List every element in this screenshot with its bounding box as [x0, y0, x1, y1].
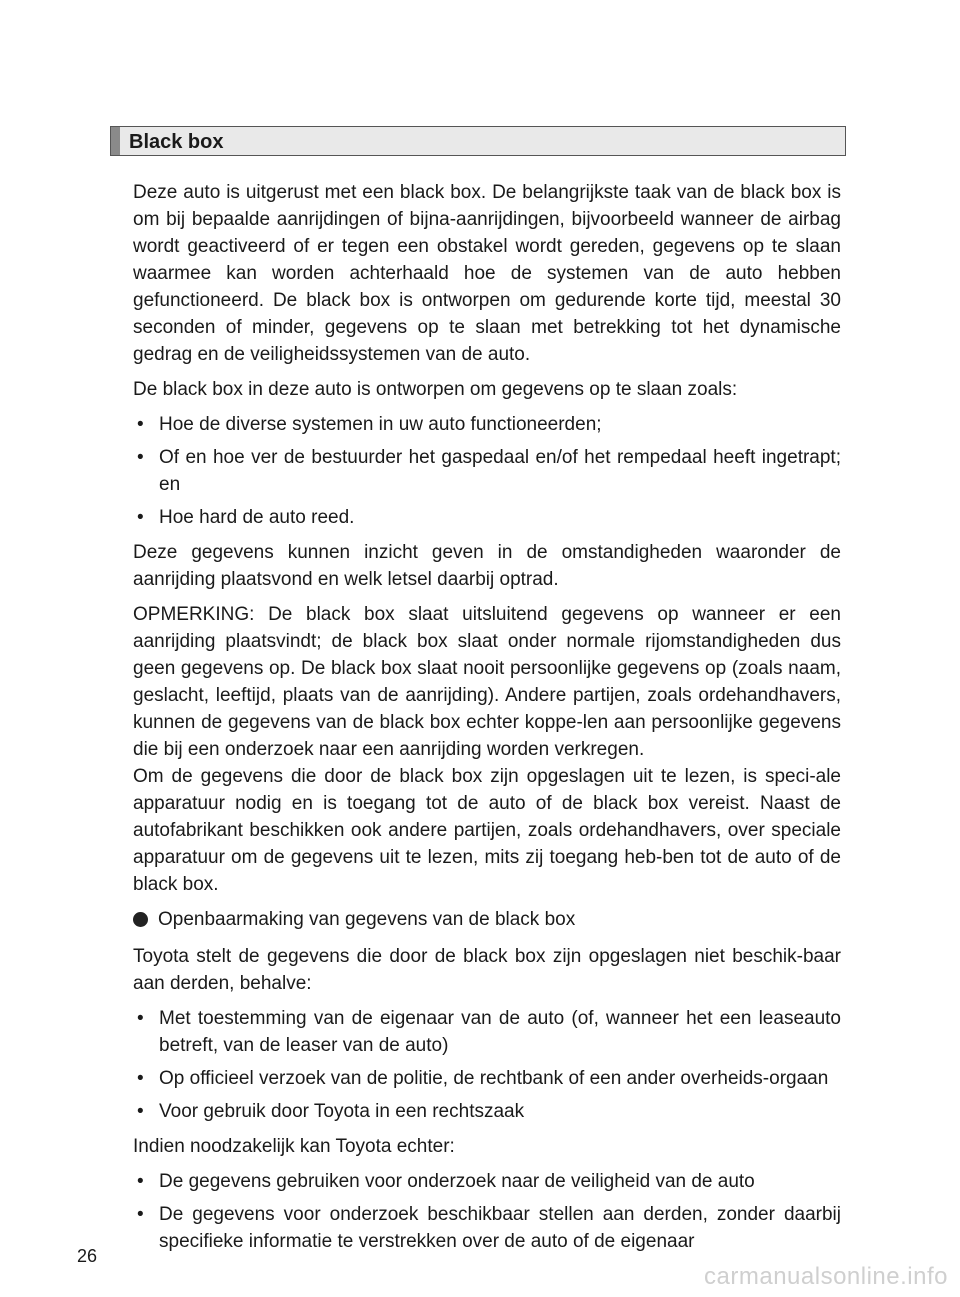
list-item: • Hoe hard de auto reed.	[133, 504, 841, 531]
list-item: • Op officieel verzoek van de politie, de rechtbank of een ander overheids-orgaan	[133, 1065, 841, 1092]
section-header-bar	[111, 127, 120, 155]
page-number: 26	[77, 1246, 98, 1266]
disclosure-subheading-text: Openbaarmaking van gegevens van de black box	[158, 909, 576, 930]
disclosure-exceptions-list	[133, 1005, 841, 1125]
list-item: • Met toestemming van de eigenaar van de auto (of, wanneer het een leaseauto betreft, van de leaser van de auto)	[133, 1005, 841, 1059]
data-types-list	[133, 411, 841, 531]
disclosure-paragraph: Toyota stelt de gegevens die door de black box zijn opgeslagen niet beschik-baar aan derden, behalve:	[133, 946, 841, 994]
note-paragraph: OPMERKING: De black box slaat uitsluitend gegevens op wanneer er een aanrijding plaatsvindt; de black box slaat onder normale rijomstandigheden dus geen gegevens op. De black box slaat nooit persoonlijke gegevens op (zoals naam, geslacht, leeftijd, plaats van de aanrijding). Andere partijen, zoals ordehandhavers, kunnen de gegevens van de black box echter koppe-len aan persoonlijke gegevens die bij een onderzoek naar een aanrijding worden verkregen.	[133, 604, 841, 760]
list-item: • De gegevens gebruiken voor onderzoek naar de veiligheid van de auto	[133, 1168, 841, 1195]
list-item: • Voor gebruik door Toyota in een rechtszaak	[133, 1098, 841, 1125]
disclosure-subheading	[133, 906, 841, 933]
list-item: • De gegevens voor onderzoek beschikbaar stellen aan derden, zonder daarbij specifieke informatie te verstrekken over de auto of de eigenaar	[133, 1201, 841, 1255]
page-content	[133, 179, 841, 1263]
toyota-usage-intro: Indien noodzakelijk kan Toyota echter:	[133, 1136, 455, 1157]
watermark: carmanualsonline.info	[704, 1263, 948, 1290]
insight-paragraph: Deze gegevens kunnen inzicht geven in de omstandigheden waaronder de aanrijding plaatsvond en welk letsel daarbij optrad.	[133, 542, 841, 590]
section-header	[110, 126, 846, 156]
bullet-dot-icon	[133, 912, 148, 927]
readout-paragraph: Om de gegevens die door de black box zijn opgeslagen uit te lezen, is speci-ale apparatuur nodig en is toegang tot de auto of de black box vereist. Naast de autofabrikant beschikken ook andere partijen, zoals ordehandhavers, over speciale apparatuur om de gegevens uit te lezen, mits zij toegang heb-ben tot de auto of de black box.	[133, 766, 841, 895]
list-item: • Hoe de diverse systemen in uw auto functioneerden;	[133, 411, 841, 438]
section-title: Black box	[129, 131, 224, 153]
toyota-usage-list	[133, 1168, 841, 1255]
list-item: • Of en hoe ver de bestuurder het gaspedaal en/of het rempedaal heeft ingetrapt; en	[133, 444, 841, 498]
data-types-intro: De black box in deze auto is ontworpen om gegevens op te slaan zoals:	[133, 379, 738, 400]
intro-paragraph: Deze auto is uitgerust met een black box. De belangrijkste taak van de black box is om bij bepaalde aanrijdingen of bijna-aanrijdingen, bijvoorbeeld wanneer de airbag wordt geactiveerd of er tegen een obstakel wordt gereden, gegevens op te slaan waarmee kan worden achterhaald hoe de systemen van de auto hebben gefunctioneerd. De black box is ontworpen om gedurende korte tijd, meestal 30 seconden of minder, gegevens op te slaan met betrekking tot het dynamische gedrag en de veiligheidssystemen van de auto.	[133, 182, 841, 365]
